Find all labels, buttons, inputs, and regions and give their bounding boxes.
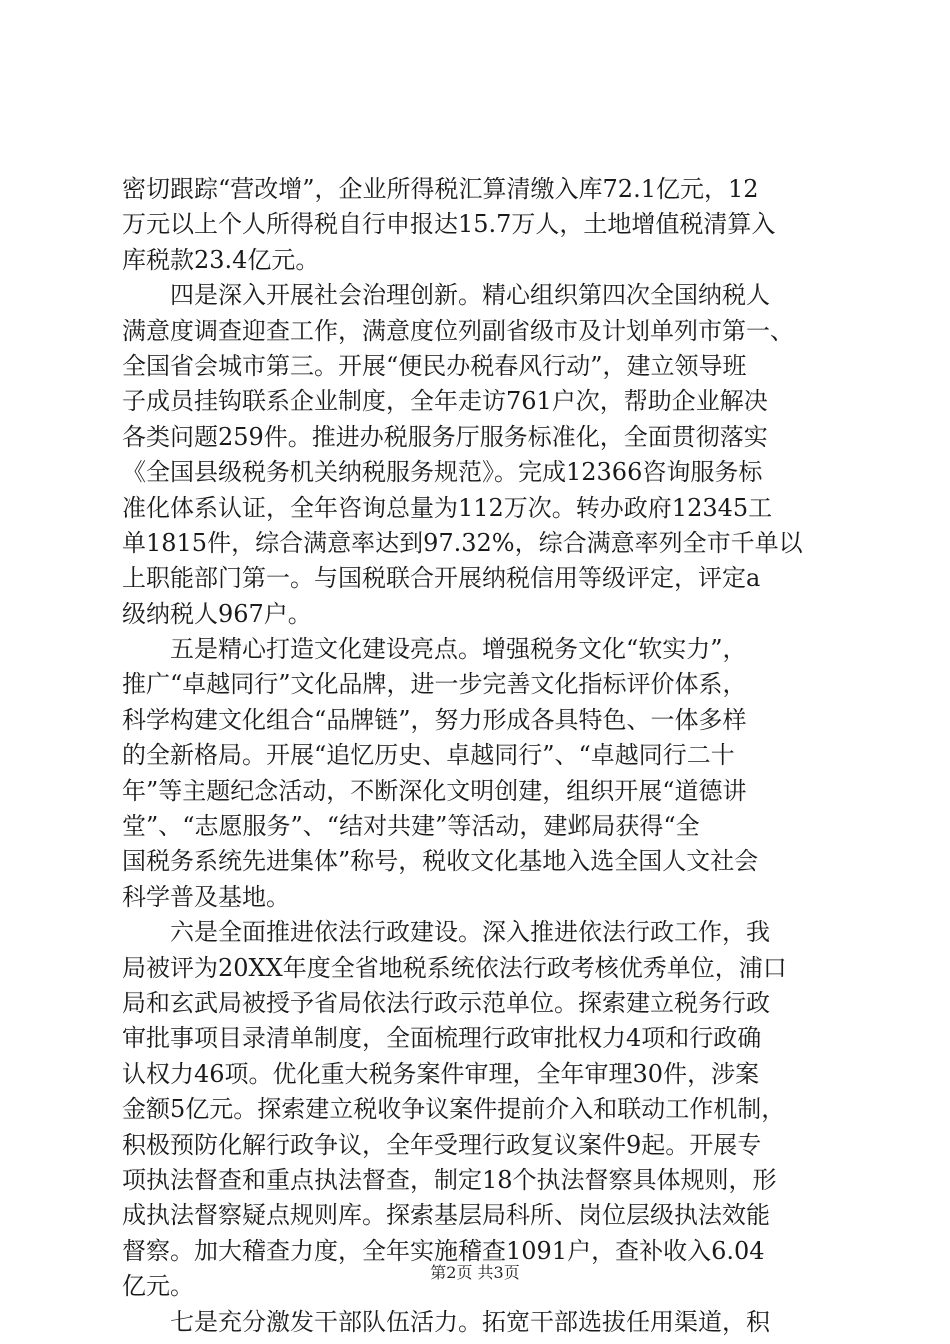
text-line: 满意度调查迎查工作，满意度位列副省级市及计划单列市第一、	[122, 316, 794, 345]
text-line: 成执法督察疑点规则库。探索基层局科所、岗位层级执法效能	[122, 1201, 770, 1230]
text-line: 万元以上个人所得税自行申报达15.7万人，土地增值税清算入	[122, 210, 776, 239]
text-line: 的全新格局。开展“追忆历史、卓越同行”、“卓越同行二十	[122, 741, 735, 770]
paragraph-first-line: 四是深入开展社会治理创新。精心组织第四次全国纳税人	[170, 281, 770, 310]
document-body	[122, 172, 832, 1340]
text-line: 上职能部门第一。与国税联合开展纳税信用等级评定，评定a	[122, 564, 761, 593]
paragraph-first-line: 六是全面推进依法行政建设。深入推进依法行政工作，我	[170, 918, 770, 947]
text-line: 年”等主题纪念活动，不断深化文明创建，组织开展“道德讲	[122, 776, 747, 805]
text-line: 国税务系统先进集体”称号，税收文化基地入选全国人文社会	[122, 847, 759, 876]
text-line: 级纳税人967户。	[122, 599, 312, 628]
paragraph-first-line: 七是充分激发干部队伍活力。拓宽干部选拔任用渠道，积	[170, 1307, 770, 1336]
text-line: 认权力46项。优化重大税务案件审理，全年审理30件，涉案	[122, 1059, 760, 1088]
paragraph-first-line: 五是精心打造文化建设亮点。增强税务文化“软实力”，	[170, 635, 747, 664]
text-line: 科学构建文化组合“品牌链”，努力形成各具特色、一体多样	[122, 705, 747, 734]
text-line: 密切跟踪“营改增”，企业所得税汇算清缴入库72.1亿元，12	[122, 175, 759, 203]
text-line: 督察。加大稽查力度，全年实施稽查1091户，查补收入6.04	[122, 1236, 765, 1265]
text-line: 科学普及基地。	[122, 882, 290, 911]
page-footer: 第2页 共3页	[430, 1263, 520, 1282]
text-line: 堂”、“志愿服务”、“结对共建”等活动，建邺局获得“全	[122, 812, 700, 841]
text-line: 《全国县级税务机关纳税服务规范》。完成12366咨询服务标	[122, 458, 763, 487]
text-line: 积极预防化解行政争议，全年受理行政复议案件9起。开展专	[122, 1130, 762, 1159]
text-line: 审批事项目录清单制度，全面梳理行政审批权力4项和行政确	[122, 1024, 762, 1053]
text-line: 亿元。	[122, 1272, 194, 1301]
text-line: 局被评为20XX年度全省地税系统依法行政考核优秀单位，浦口	[122, 953, 787, 982]
text-line: 各类问题259件。推进办税服务厅服务标准化，全面贯彻落实	[122, 422, 768, 451]
text-line: 准化体系认证，全年咨询总量为112万次。转办政府12345工	[122, 493, 773, 522]
text-line: 全国省会城市第三。开展“便民办税春风行动”，建立领导班	[122, 351, 747, 380]
text-line: 单1815件，综合满意率达到97.32%，综合满意率列全市千单以	[122, 528, 803, 557]
text-line: 金额5亿元。探索建立税收争议案件提前介入和联动工作机制，	[122, 1095, 786, 1124]
text-line: 子成员挂钩联系企业制度，全年走访761户次，帮助企业解决	[122, 387, 768, 416]
text-line: 库税款23.4亿元。	[122, 245, 320, 274]
text-line: 推广“卓越同行”文化品牌，进一步完善文化指标评价体系，	[122, 670, 747, 699]
text-line: 局和玄武局被授予省局依法行政示范单位。探索建立税务行政	[122, 988, 770, 1017]
text-line: 项执法督查和重点执法督查，制定18个执法督察具体规则，形	[122, 1165, 777, 1194]
